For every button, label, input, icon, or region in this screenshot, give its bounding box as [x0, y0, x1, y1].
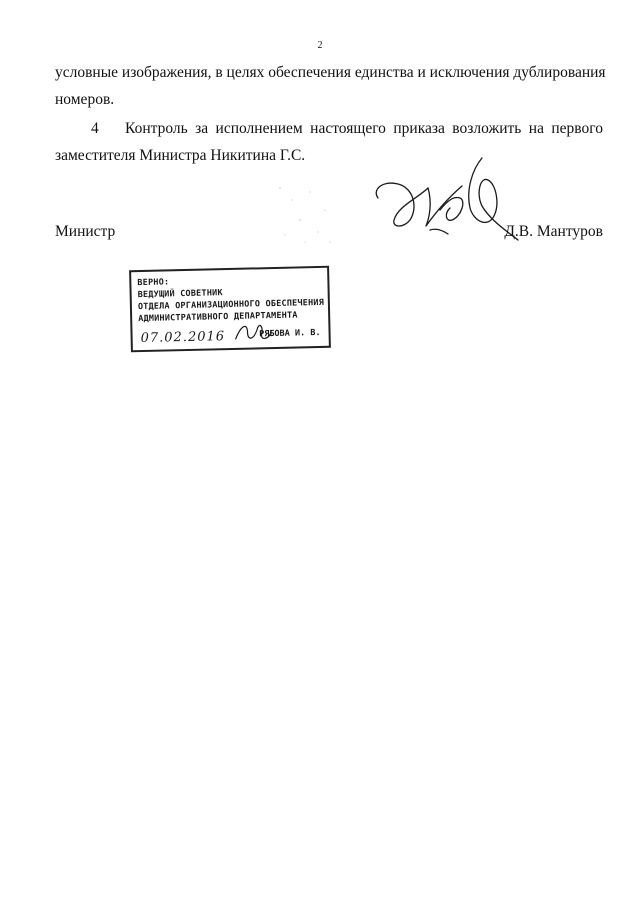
paragraph-line: [55, 115, 603, 142]
stamp-date: 07.02.2016: [140, 329, 226, 347]
paragraph-line: номеров.: [55, 91, 115, 108]
stamp-person: РЯБОВА И. В.: [259, 327, 321, 340]
page-number: 2: [317, 40, 323, 51]
signatory-title: Министр: [55, 223, 116, 240]
stamp-line: ВЕРНО:: [137, 277, 170, 289]
stamp-line: АДМИНИСТРАТИВНОГО ДЕПАРТАМЕНТА: [138, 310, 298, 325]
paragraph-continuation: [55, 59, 606, 113]
certification-stamp: [129, 266, 331, 353]
signature-row: [55, 218, 603, 245]
stamp-footer: [138, 323, 322, 345]
paragraph-line: заместителя Министра Никитина Г.С.: [55, 147, 306, 164]
handwritten-signature: [370, 150, 520, 245]
stamp-line: ВЕДУЩИЙ СОВЕТНИК: [137, 288, 223, 301]
paragraph-line: условные изображения, в целях обеспечения единства и исключения дублирования: [55, 64, 606, 81]
item-number: 4: [91, 120, 99, 137]
signatory-name: Д.В. Мантуров: [504, 223, 603, 240]
stamp-line: ОТДЕЛА ОРГАНИЗАЦИОННОГО ОБЕСПЕЧЕНИЯ: [137, 297, 325, 313]
paragraph-item-4: [55, 115, 603, 169]
item-text: Контроль за исполнением настоящего приказа возложить на первого: [125, 120, 603, 137]
